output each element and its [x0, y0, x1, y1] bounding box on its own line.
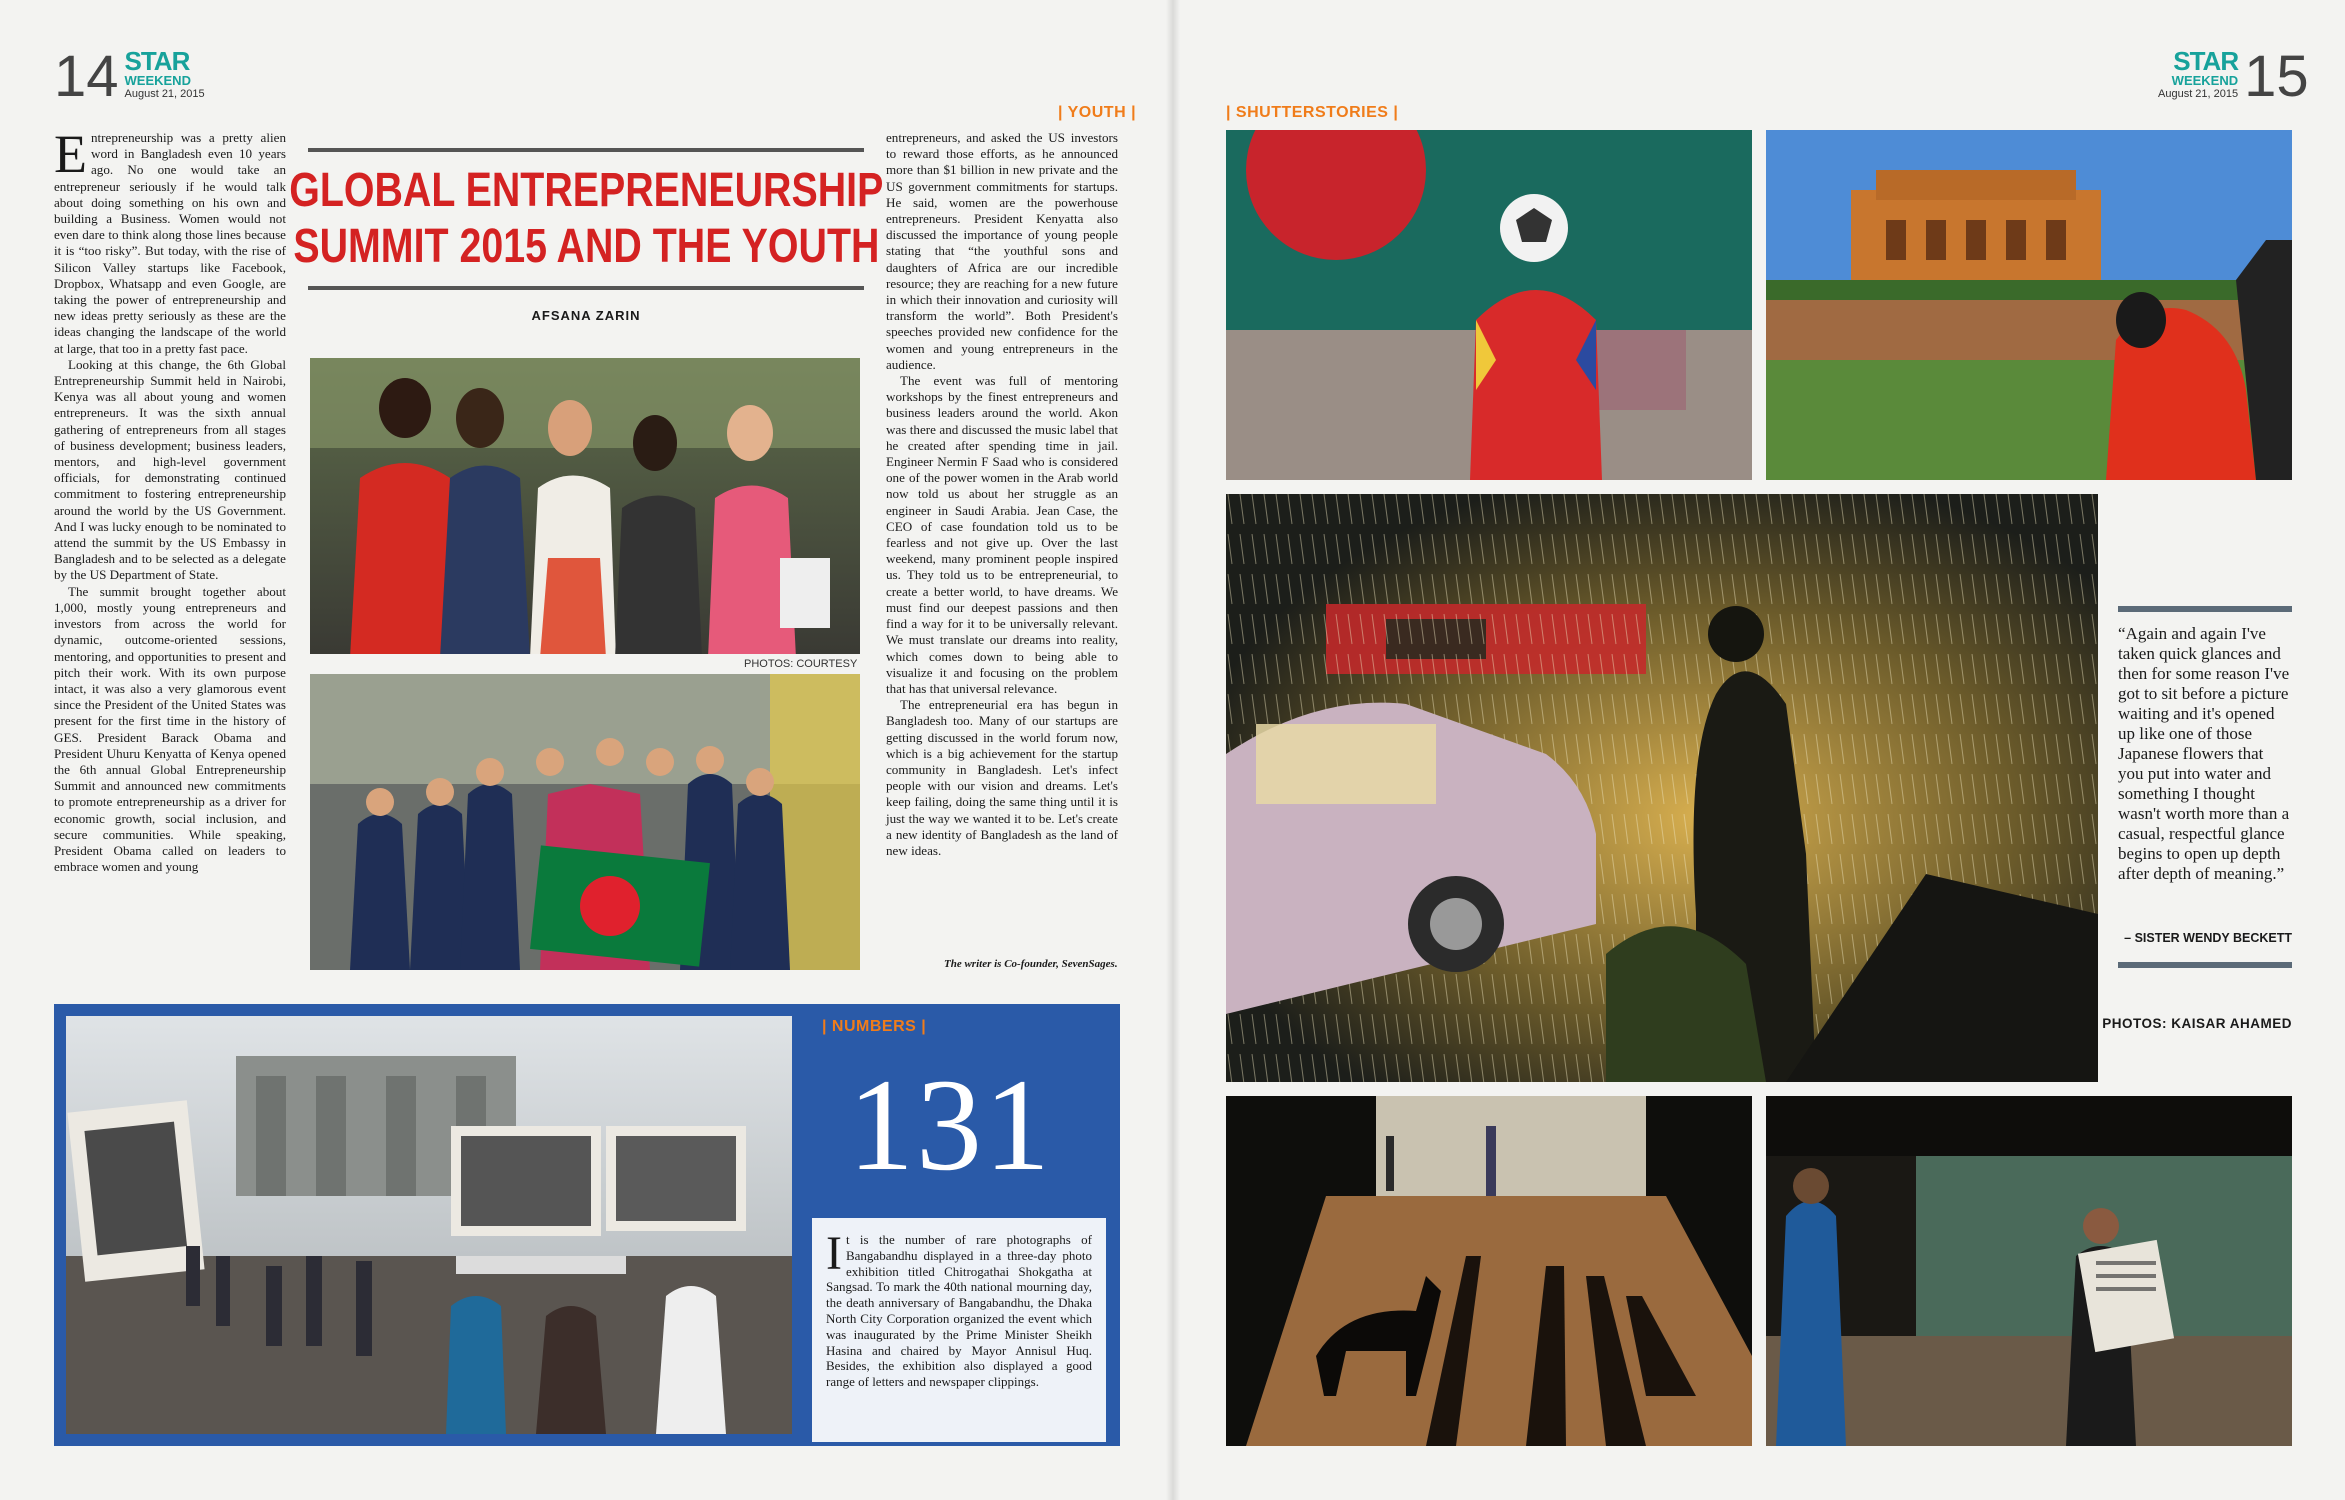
quote-rule-top — [2118, 606, 2292, 612]
issue-date: August 21, 2015 — [124, 88, 205, 100]
writer-note: The writer is Co-founder, SevenSages. — [944, 958, 1118, 970]
headline-line-1: GLOBAL ENTREPRENEURSHIP — [288, 164, 884, 217]
photo-newspaper-reader — [1766, 1096, 2292, 1446]
paragraph: The event was full of mentoring workshops by the finest entrepreneurs and business leaders around the world. Akon was there and discussed the music label that he created after spending time in jail. Engineer Nermin F Saad who is considered one of the power women in the Arab world now told us about her struggle as an engineer in Saudi Arabia. Jean Case, the CEO of case foundation told us to be fearless and not give up. Over the last weekend, many prominent people inspired us. They told us to be entrepreneurial, to create a better world, to have dreams. We must find our deepest passions and then find a way for it to be universally relevant. We must translate our dreams into reality, which comes down to being able to visualize it and focusing on the problem that has that universal relevance. — [886, 373, 1118, 696]
masthead-weekend: WEEKEND — [2171, 73, 2239, 88]
right-folio — [2158, 44, 2309, 109]
paragraph: Looking at this change, the 6th Global Entrepreneurship Summit held in Nairobi, Kenya was all about young and women entrepreneurs. It was the sixth annual gathering of entrepreneurs from all stages of business development; business leaders, mentors, and high-level government officials, for demonstrating continued commitment to fostering entrepreneurship around the world by the US Government. And I was lucky enough to be nominated to attend the summit by the US Embassy in Bangladesh and to be selected as a delegate by the US Department of State. — [54, 356, 286, 583]
headline-line-2: SUMMIT 2015 AND THE YOUTH — [292, 220, 880, 273]
photo-credit: PHOTOS: KAISAR AHAMED — [2102, 1016, 2292, 1031]
section-kicker-youth: | YOUTH | — [1058, 104, 1137, 121]
numbers-figure: 131 — [848, 1051, 1052, 1198]
paragraph: The summit brought together about 1,000, mostly young entrepreneurs and investors from across the world for dynamic, outcome-oriented sessions, mentoring, and opportunities to present and pitch their work. With its own purpose intact, it was also a very glamorous event since the President of the United States was present for the first time in the history of GES. President Barack Obama and President Uhuru Kenyatta of Kenya opened the 6th annual Global Entrepreneurship Summit and announced new commitments to promote entrepreneurship as a driver for economic growth, social inclusion, and secure communities. While speaking, President Obama called on leaders to embrace women and young — [54, 583, 286, 875]
left-folio — [54, 44, 205, 109]
drop-cap: I — [826, 1227, 842, 1280]
section-kicker-shutterstories: | SHUTTERSTORIES | — [1226, 104, 1399, 121]
photo-dog-shadows — [1226, 1096, 1752, 1446]
drop-cap: E — [54, 124, 87, 184]
article-column-2 — [886, 130, 1118, 859]
masthead-logo — [2158, 48, 2238, 100]
issue-date: August 21, 2015 — [2158, 88, 2239, 100]
masthead-star: STAR — [124, 46, 190, 76]
photo-credit: PHOTOS: COURTESY — [744, 658, 858, 670]
quote-rule-bottom — [2118, 962, 2292, 968]
masthead-logo — [125, 48, 205, 100]
paragraph: The entrepreneurial era has begun in Bangladesh too. Many of our startups are getting discussed in the world forum now, which is a big achievement for the startup community in Bangladesh. Let's infect people with our vision and dreams. Let's keep failing, doing the same thing until it is just the way we wanted it to be. Let's create a new identity of Bangladesh as the land of new ideas. — [886, 697, 1118, 858]
numbers-caption — [812, 1218, 1106, 1442]
paragraph: ntrepreneurship was a pretty alien word in Bangladesh even 10 years ago. No one would take an entrepreneur seriously if he would talk about doing something on his own and building a Business. Women would not even dare to think along those lines because it is “too risky”. But today, with the rise of Silicon Valley startups like Facebook, Dropbox, Whatsapp and even Google, are taking the power of entrepreneurship and new ideas pretty seriously as these are the ideas changing the landscape of the world at large, that too in a pretty fast pace. — [54, 130, 286, 356]
page-number: 15 — [2244, 44, 2309, 109]
paragraph: entrepreneurs, and asked the US investors to reward those efforts, as he announced more than $1 billion in new private and the US government commitments for startups. He said, women are the powerhouse entrepreneurs. President Kenyatta also discussed the importance of young people stating that “the youthful sons and daughters of Africa are our incredible resource; they are reaching for a new future in which their innovation and curiosity will transform the world”. Both President's speeches provided new confidence for the women and young entrepreneurs in the audience. — [886, 130, 1118, 372]
photo-bangladesh-delegates-flag — [310, 674, 860, 970]
headline-box — [288, 148, 884, 290]
quote-attribution: – SISTER WENDY BECKETT — [2124, 931, 2292, 945]
photo-women-delegates — [310, 358, 860, 654]
page-number: 14 — [54, 44, 119, 109]
photo-exhibition — [66, 1016, 792, 1434]
photo-rain-night — [1226, 494, 2098, 1082]
masthead-star: STAR — [2173, 46, 2239, 76]
spread-gutter — [1166, 0, 1180, 1500]
photo-boy-football — [1226, 130, 1752, 480]
masthead-weekend: WEEKEND — [124, 73, 191, 88]
pull-quote: “Again and again I've taken quick glances and then for some reason I've got to sit before a picture waiting and it's opened up like one of those Japanese flowers that you put into water and something I thought wasn't worth more than a casual, respectful glance begins to open up depth after depth of meaning.” — [2118, 624, 2290, 883]
article-column-1 — [54, 124, 286, 875]
byline: AFSANA ZARIN — [531, 308, 641, 323]
section-kicker-numbers: | NUMBERS | — [822, 1018, 927, 1035]
photo-lalbagh-fort — [1766, 130, 2292, 480]
numbers-text: t is the number of rare photographs of Bangabandhu displayed in a three-day photo exhibition titled Chitrogathai Shokgatha at Sangsad. To mark the 40th national mourning day, the death anniversary of Bangabandhu, the Dhaka North City Corporation organized the event which was inaugurated by the Prime Minister Sheikh Hasina and chaired by Mayor Annisul Huq. Besides, the exhibition also displayed a good range of letters and newspaper clippings. — [826, 1232, 1092, 1390]
